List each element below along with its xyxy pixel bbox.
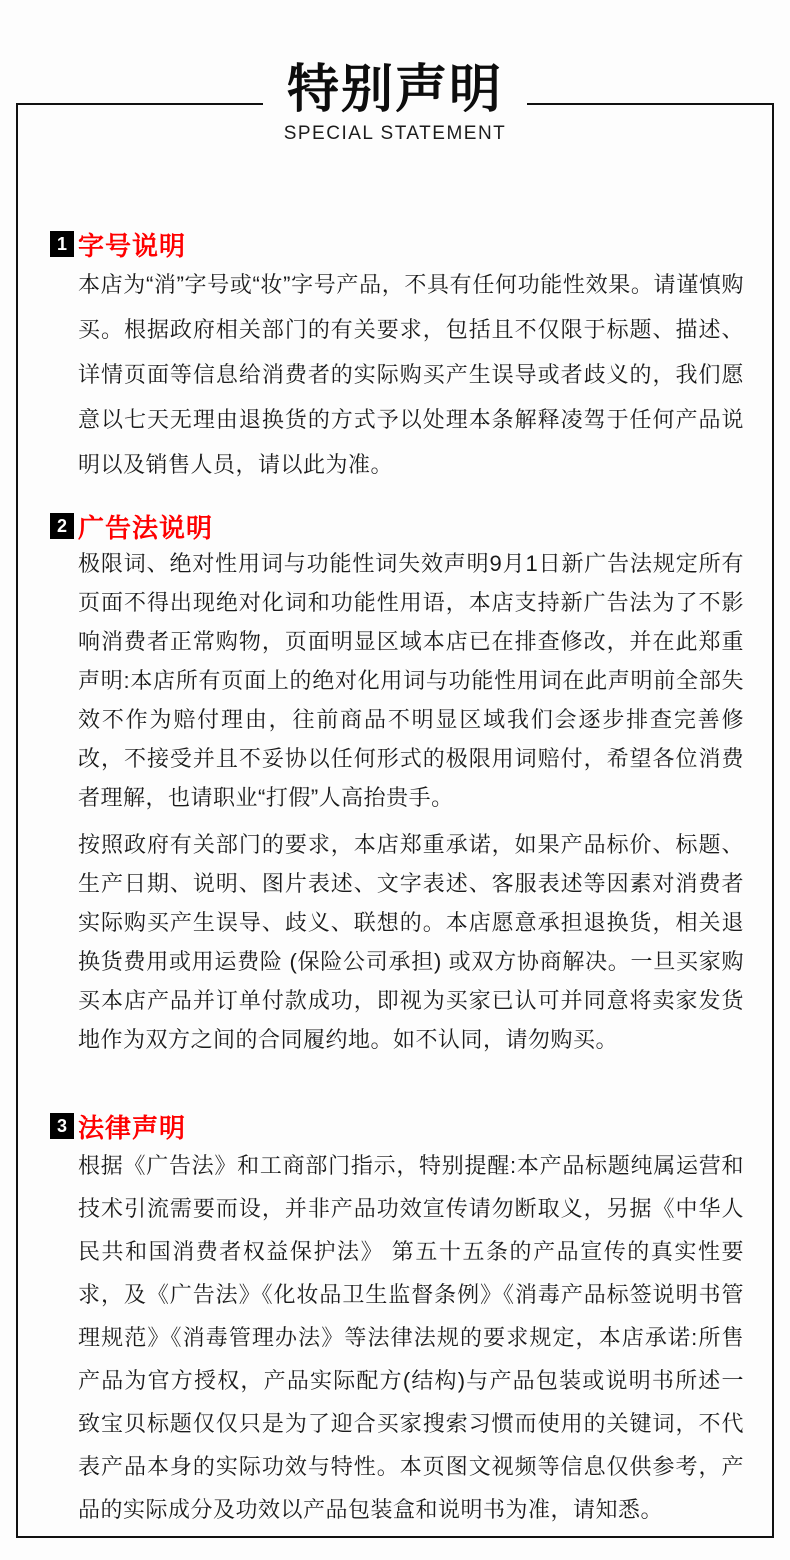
section-2-heading-label: 广告法说明 <box>78 512 214 543</box>
section-1-heading-label: 字号说明 <box>78 230 187 261</box>
section-3-heading <box>56 1112 744 1143</box>
section-1-number-badge: 1 <box>50 231 74 257</box>
page-subtitle: SPECIAL STATEMENT <box>283 123 507 144</box>
section-2-number-badge: 2 <box>50 513 74 539</box>
section-2-paragraph-2: 按照政府有关部门的要求，本店郑重承诺，如果产品标价、标题、生产日期、说明、图片表述、文字表述、客服表述等因素对消费者实际购买产生误导、歧义、联想的。本店愿意承担退换货，相关退换货费用或用运费险 (保险公司承担) 或双方协商解决。一旦买家购买本店产品并订单付款成功，即视为买家已认可并同意将卖家发货地作为双方之间的合同履约地。如不认同，请勿购买。 <box>78 832 744 1052</box>
section-1-heading <box>56 230 744 261</box>
section-3-number-badge: 3 <box>50 1113 74 1139</box>
statement-frame <box>16 103 774 1538</box>
section-3-paragraph: 根据《广告法》和工商部门指示，特别提醒:本产品标题纯属运营和技术引流需要而设，并非产品功效宣传请勿断取义，另据《中华人民共和国消费者权益保护法》 第五十五条的产品宣传的真实性要求，及《广告法》《化妆品卫生监督条例》《消毒产品标签说明书管理规范》《消毒管理办法》等法律法规的要求规定，本店承诺:所售产品为官方授权，产品实际配方(结构)与产品包装或说明书所述一致宝贝标题仅仅只是为了迎合买家搜索习惯而使用的关键词，不代表产品本身的实际功效与特性。本页图文视频等信息仅供参考，产品的实际成分及功效以产品包装盒和说明书为准，请知悉。 <box>78 1153 744 1522</box>
section-1-paragraph: 本店为“消”字号或“妆”字号产品，不具有任何功能性效果。请谨慎购买。根据政府相关部门的有关要求，包括且不仅限于标题、描述、详情页面等信息给消费者的实际购买产生误导或者歧义的，我们愿意以七天无理由退换货的方式予以处理本条解释凌驾于任何产品说明以及销售人员，请以此为准。 <box>78 272 744 477</box>
section-2-paragraph-1: 极限词、绝对性用词与功能性词失效声明9月1日新广告法规定所有页面不得出现绝对化词和功能性用语，本店支持新广告法为了不影响消费者正常购物，页面明显区域本店已在排查修改，并在此郑重声明:本店所有页面上的绝对化用词与功能性用词在此声明前全部失效不作为赔付理由，往前商品不明显区域我们会逐步排查完善修改，不接受并且不妥协以任何形式的极限用词赔付，希望各位消费者理解，也请职业“打假”人高抬贵手。 <box>78 551 744 810</box>
section-legal-statement <box>56 1112 744 1531</box>
page-title <box>0 61 790 119</box>
section-font-size-statement <box>56 230 744 487</box>
section-3-heading-label: 法律声明 <box>78 1112 187 1143</box>
page-title-text: 特别声明 <box>263 64 527 116</box>
section-2-heading <box>56 512 744 543</box>
section-ad-law-statement <box>56 512 744 1059</box>
